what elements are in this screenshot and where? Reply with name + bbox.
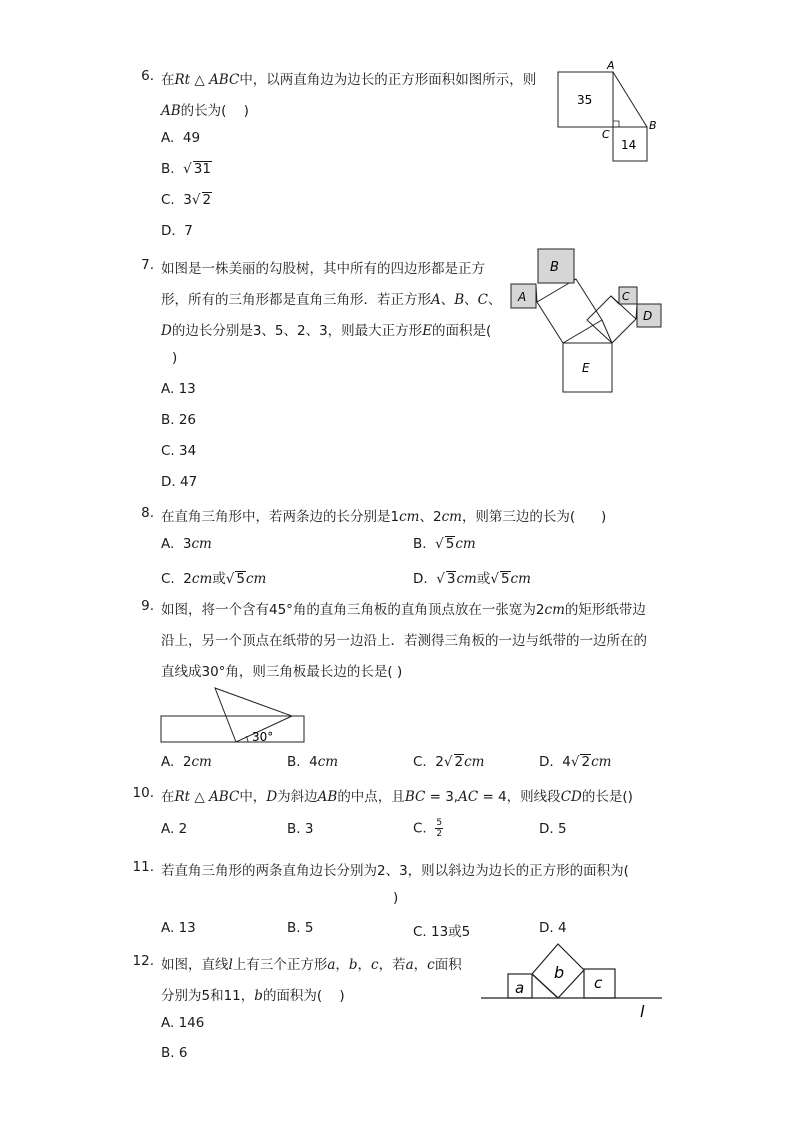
question-text: 如图是一株美丽的勾股树，其中所有的四边形都是正方 bbox=[161, 261, 485, 277]
figure-q12-squares-on-line bbox=[480, 940, 665, 1025]
figure-q9-strip-triangle bbox=[160, 686, 310, 746]
question-number: 6. bbox=[141, 68, 154, 84]
question-text: 直线成30°角，则三角板最长边的长是( ) bbox=[161, 664, 403, 680]
option-d: D. 5 bbox=[539, 821, 567, 837]
label-a: a bbox=[515, 979, 525, 997]
option-a: A. 13 bbox=[161, 920, 196, 936]
question-text: 沿上，另一个顶点在纸带的另一边沿上．若测得三角板的一边与纸带的一边所在的 bbox=[161, 633, 647, 649]
option-a: A. 2cm bbox=[161, 754, 212, 770]
question-text: 在Rt △ ABC中，D为斜边AB的中点，且BC = 3,AC = 4，则线段CD的长是() bbox=[161, 789, 633, 805]
option-b: B. 26 bbox=[161, 412, 197, 428]
option-c: C. 3√ 2 bbox=[161, 192, 212, 208]
option-b: B. 4cm bbox=[287, 754, 339, 770]
question-number: 11. bbox=[132, 859, 154, 875]
option-c: C. 34 bbox=[161, 443, 197, 459]
option-a: A. 146 bbox=[161, 1015, 205, 1031]
angle-label: 30° bbox=[252, 730, 274, 744]
label-b: B bbox=[550, 260, 559, 275]
question-text: 如图，直线l上有三个正方形a，b，c，若a，c面积 bbox=[161, 957, 462, 973]
vertex-c-label: C bbox=[602, 128, 610, 141]
option-a: A. 49 bbox=[161, 130, 201, 146]
label-e: E bbox=[582, 361, 590, 375]
option-c: C. 13或5 bbox=[413, 924, 471, 940]
option-c: C. 2cm或√ 5cm bbox=[161, 571, 267, 587]
label-c: C bbox=[622, 290, 630, 303]
area-label-35: 35 bbox=[577, 93, 593, 107]
option-d: D. √ 3cm或√ 5cm bbox=[413, 571, 531, 587]
figure-q6 bbox=[555, 58, 665, 163]
question-text: 如图，将一个含有45°角的直角三角板的直角顶点放在一张宽为2cm的矩形纸带边 bbox=[161, 602, 646, 618]
option-b: B. 3 bbox=[287, 821, 314, 837]
option-a: A. 13 bbox=[161, 381, 196, 397]
option-b: B. √ 5cm bbox=[413, 536, 476, 552]
vertex-b-label: B bbox=[649, 119, 657, 132]
option-d: D. 4 bbox=[539, 920, 567, 936]
label-c: c bbox=[594, 974, 603, 992]
label-b: b bbox=[554, 963, 565, 982]
question-text: AB的长为( ) bbox=[161, 103, 249, 119]
label-d: D bbox=[643, 309, 653, 323]
question-text: 在直角三角形中，若两条边的长分别是1cm、2cm，则第三边的长为( ) bbox=[161, 509, 607, 525]
vertex-a-label: A bbox=[607, 59, 615, 72]
question-text: D的边长分别是3、5、2、3，则最大正方形E的面积是( bbox=[161, 323, 492, 339]
figure-q7-pythagoras-tree bbox=[508, 246, 664, 396]
option-b: B. √ 31 bbox=[161, 161, 211, 177]
question-text: 分别为5和11，b的面积为( ) bbox=[161, 988, 345, 1004]
question-number: 12. bbox=[132, 953, 154, 969]
option-b: B. 6 bbox=[161, 1045, 188, 1061]
label-a: A bbox=[518, 290, 527, 304]
question-text: ) bbox=[172, 350, 178, 366]
option-b: B. 5 bbox=[287, 920, 314, 936]
area-label-14: 14 bbox=[621, 138, 637, 152]
option-c: C. $\frac{5}{2}$ bbox=[413, 818, 443, 839]
option-c: C. 2√ 2cm bbox=[413, 754, 485, 770]
question-text: 在Rt △ ABC中，以两直角边为边长的正方形面积如图所示，则 bbox=[161, 72, 537, 88]
question-text: ) bbox=[393, 890, 399, 906]
label-l: l bbox=[640, 1002, 645, 1021]
question-number: 10. bbox=[132, 785, 154, 801]
option-a: A. 3cm bbox=[161, 536, 212, 552]
question-text: 形，所有的三角形都是直角三角形．若正方形A、B、C、 bbox=[161, 292, 502, 308]
question-text: 若直角三角形的两条直角边长分别为2、3，则以斜边为边长的正方形的面积为( bbox=[161, 863, 629, 879]
option-d: D. 7 bbox=[161, 223, 193, 239]
question-number: 7. bbox=[141, 257, 154, 273]
option-d: D. 4√ 2cm bbox=[539, 754, 612, 770]
question-number: 9. bbox=[141, 598, 154, 614]
option-d: D. 47 bbox=[161, 474, 198, 490]
question-number: 8. bbox=[141, 505, 154, 521]
option-a: A. 2 bbox=[161, 821, 188, 837]
